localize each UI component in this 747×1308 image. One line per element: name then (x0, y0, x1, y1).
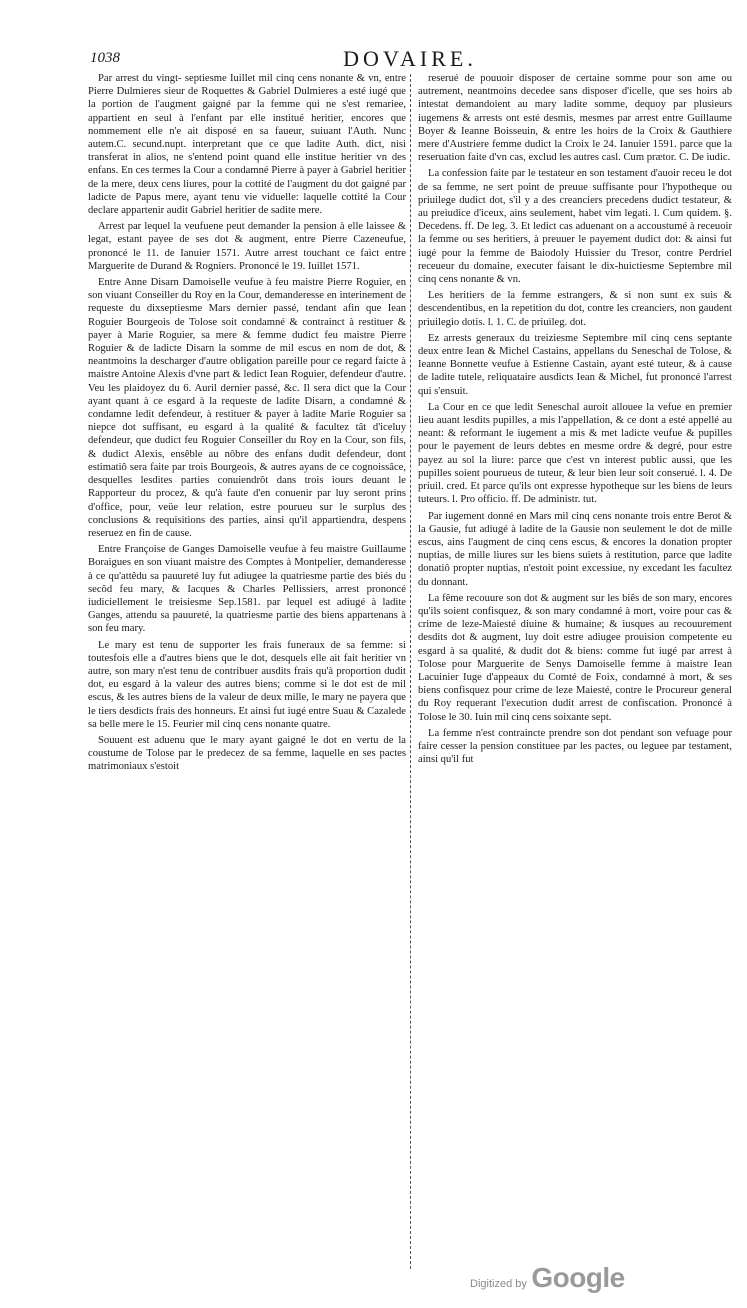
digitized-by-label: Digitized by (470, 1278, 527, 1290)
page-number: 1038 (90, 50, 120, 66)
column-divider (410, 74, 411, 1269)
paragraph: Souuent est aduenu que le mary ayant gaigné le dot en vertu de la coustume de Tolose par le predecez de sa femme, laquelle en ses pactes matrimoniaux s'estoit (88, 734, 406, 773)
google-logo: Google (531, 1262, 625, 1293)
paragraph: Le mary est tenu de supporter les frais funeraux de sa femme: si toutesfois elle a d'autres biens que le dot, desquels elle ait fait heritier vn autre, son mary n'est tenu de contribuer ausdits frais qu'à proportion dudit dot, eu esgard à la valeur des autres biens; comme si le dot est de mil escus, & les autres biens de la valeur de deux mille, le mary ne payera que le tiers desdicts frais des honneurs. Et ainsi fut iugé entre Suau & Cazalede sa belle mere le 15. Feurier mil cinq cens nonante quatre. (88, 639, 406, 730)
paragraph: La fême recouure son dot & augment sur les biês de son mary, encores qu'ils soient confisquez, & son mary condamné à mort, voire pour cas & crime de leze-Maiesté diuine & humaine; & iusques au recouurement desdits dot & augment, luy doit estre adiugee prouision competente eu esgard à sa qualité, & dudit dot & biens: comme fut iugé par arrest à Tolose pour Marguerite de Senys Damoiselle femme à maistre Iean Lacuinier Iuge d'appeaux du Comté de Foix, condamné à mort, & ses biens confisquez pour crime de leze Maiesté, contre le Procureur general du Roy requerant l'execution dudit arrest de confiscation. Prononcé à Tolose le 30. Iuin mil cinq cens soixante sept. (418, 592, 732, 723)
paragraph: reserué de pouuoir disposer de certaine somme pour son ame ou autrement, neantmoins decedee sans disposer d'icelle, que ses hoirs ab intestat demandoient au mary ladite somme, dequoy par plusieurs iugemens & arrests ont esté desmis, mesmes par arrest entre Guillaume Boyer & Ieanne Boisseuin, & entre les hoirs de la Croix & Gauthiere mere d'Austriere femme dudict la Croix le 24. Ianuier 1591. parce que la reseruation faite d'vn cas, exclud les autres casl. Cum prætor. C. De iudic. (418, 73, 732, 164)
paragraph: Arrest par lequel la veufuene peut demander la pension à elle laissee & legat, estant payee de ses dot & augment, entre Pierre Cazeneufue, prononcé le 11. de Ianuier 1571. Autre arrest touchant ce faict entre Marguerite de Durand & Rogniers. Prononcé le 19. Iuillet 1571. (88, 221, 406, 272)
paragraph: Par arrest du vingt- septiesme Iuillet mil cinq cens nonante & vn, entre Pierre Dulmieres sieur de Roquettes & Gabriel Dulmieres a esté iugé que la portion de l'augment gaigné par la femme qui ne s'est remariee, appartient en seul à l'enfant par elle institué heritier, encores que nommement elle n'e ait disposé en sa faueur, suiuant l'Auth. Nunc autem.C. secund.nupt. interpretant que ce que ladite Auth. dict, nisi transferat in alios, ne s'entend point quand elle institue heritier vn des enfans. En ces termes la Cour a condamné Pierre à payer à Gabriel heritier de la mere, deux cens liures, pour la cottité de l'augment du dot gaigné par ladicte de Papus mere, ayant tenu vie viduelle: laquelle cottité la Cour declare appartenir audit Gabriel heritier de sadite mere. (88, 73, 406, 217)
paragraph: La Cour en ce que ledit Seneschal auroit allouee la vefue en premier lieu auant lesdits pupilles, a mis l'appellation, & ce dont a esté appellé au neant: & reformant le iugement a mis & met ladicte veufue & pupilles pour le payement de leurs debtes en mesme ordre & degré, pour estre payez au sol la liure: parce que c'est vn interest public aussi, que les pupilles soient pourueus de tuteur, & leur bien leur soit conserué. l. 4. De priuil. cred. Et parce qu'ils ont expresse hypotheque sur les biens de leurs tuteurs. l. Pro officio. ff. De administr. tut. (418, 401, 732, 506)
paragraph: Ez arrests generaux du treiziesme Septembre mil cinq cens septante deux entre Iean & Michel Castains, appellans du Seneschal de Tolose, & Ieanne Bonnette veufue à Estienne Castain, ayant esté tuteur, & à cause de ladite tutele, reliquataire ausdicts Iean & Michel, fut prononcé l'arrest qui s'ensuit. (418, 332, 732, 397)
paragraph: Par iugement donné en Mars mil cinq cens nonante trois entre Berot & la Gausie, fut adiugé à ladite de la Gausie non seulement le dot de mille escus, ains l'augment de cinq cens escus, & encores la donation propter nuptias, de mille liures sur les biens suiets à restitution, parce que ladite donatiô propter nuptias, n'estoit point excessiue, ny excedant les facultez du donnant. (418, 510, 732, 588)
paragraph: Entre Anne Disarn Damoiselle veufue à feu maistre Pierre Roguier, en son viuant Conseiller du Roy en la Cour, demanderesse en interinement de requeste du dixseptiesme Mars dernier passé, tendant afin que Iean Roguier Bourgeois de Tolose soit condamné & contrainct à restituer & payer à Marie Roguier, sa mere & femme dudict feu maistre Pierre Roguier & de ladicte Disarn la somme de mil escus en nom de dot, & neantmoins la descharger d'autre obligation pareille pour ce regard faicte à maistre Antoine Alexis d'vne part & ledict Iean Roguier, defendeur d'autre. Veu les plaidoyez du 6. Auril dernier passé, &c. Il sera dict que la Cour ayant quant à ce esgard à la requeste de ladite Disarn, a condamné & condamne ledit defendeur, à restituer & payer à ladite Marie Roguier sa niepce dot suffisant, eu esgard à la qualité & facultez tât d'iceluy defendeur, que dudict feu Roguier Conseiller du Roy en la Cour, son fils, & dudict Alexis, ensêble au nôbre des enfans dudit defendeur, dont estimatiô sera faite par trois Bourgeois, & autres ayans de ce cognoissâce, desquelles lesdites parties conuiendrôt dans trois iours deuant le Rapporteur du procez, & qu'à faute d'en conuenir par luy seront prins d'office, pour, veüe leur relation, estre pourueu sur le surplus des conclusions & requisitions des parties, ainsi qu'il appartiendra, despens reseruez en fin de cause. (88, 277, 406, 539)
paragraph: La femme n'est contraincte prendre son dot pendant son vefuage pour faire cesser la pension constituee par les pactes, ou leguee par testament, ainsi qu'il fut (418, 727, 732, 766)
right-column (418, 72, 732, 766)
paragraph: Les heritiers de la femme estrangers, & si non sunt ex suis & descendentibus, en la repetition du dot, contre les creanciers, non gaudent priuilegio dotis. l. 1. C. de priuileg. dot. (418, 290, 732, 328)
paragraph: La confession faite par le testateur en son testament d'auoir receu le dot de sa femme, ne sert point de preuue suffisante pour l'hypotheque ou priuilege dudict dot, s'il y a des creanciers precedens dudict testateur, & au preiudice d'iceux, ains seulement, habet vim legati. l. Cum quidem. §. Decedens. ff. De leg. 3. Et ledict cas aduenant on a accoustumé à receuoir la femme ou ses heritiers, à preuuer le payement dudict dot: & ainsi fut iugé pour la femme de Baiodoly Huissier du Tresor, contre Perdriel receueur du domaine, executer faisant le dix-huictiesme Septembre mil cinq cens nonante & vn. (418, 168, 732, 286)
left-column (88, 72, 406, 774)
paragraph: Entre Françoise de Ganges Damoiselle veufue à feu maistre Guillaume Boraigues en son viuant maistre des Comptes à Montpelier, demanderesse à ce qu'attêdu sa pauureté luy fut adiugee la quatriesme partie des biés du secôd feu mary, & Iacques & Charles Pellissiers, arrest prononcé iudiciellement le treisiesme Sep.1581. par lequel est adiugé à ladite Ganges, attendu sa pauureté, la quatriesme partie des biens appartenans à son feu mary. (88, 544, 406, 635)
digitized-by-google-watermark (470, 1262, 625, 1294)
page-header (90, 46, 730, 72)
running-title: DOVAIRE. (343, 46, 477, 71)
